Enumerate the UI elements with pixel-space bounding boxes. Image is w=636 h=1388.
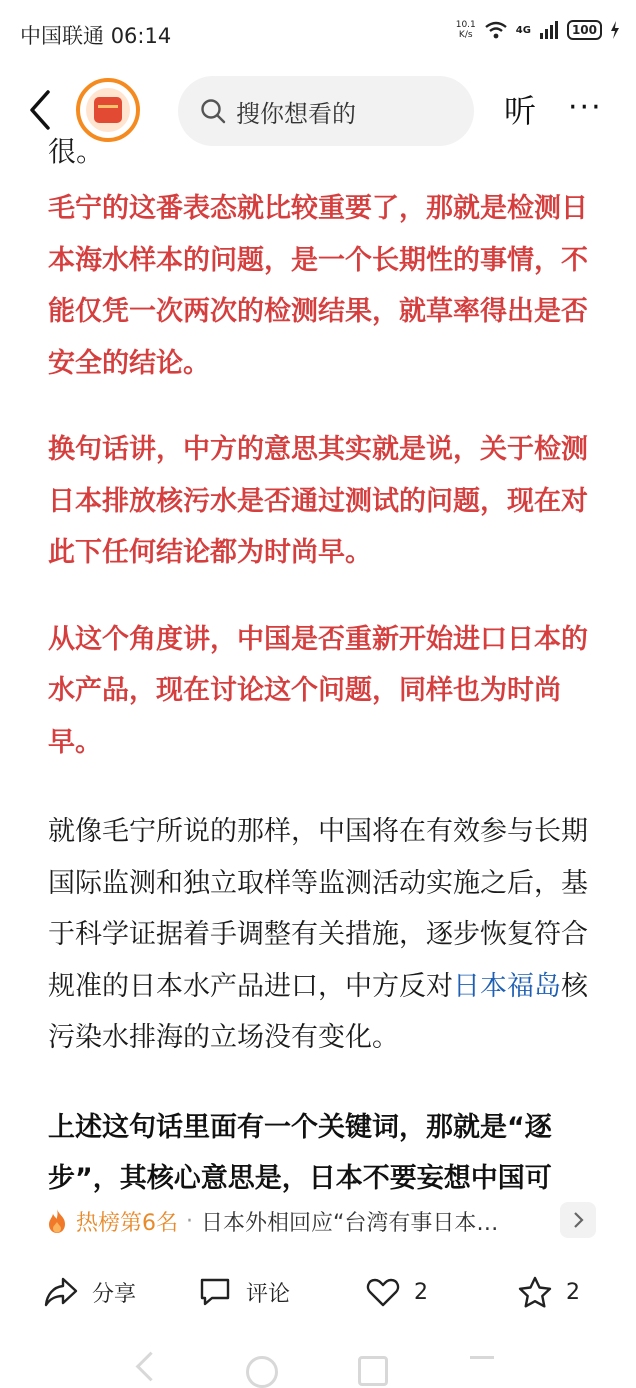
like-count: 2: [414, 1279, 428, 1305]
chevron-right-icon[interactable]: [560, 1202, 596, 1238]
nav-recents-icon[interactable]: [358, 1356, 388, 1386]
net-speed: [456, 20, 476, 40]
bottom-action-bar: [0, 1258, 636, 1338]
hot-topic-title[interactable]: 日本外相回应“台湾有事日本…: [201, 1210, 499, 1236]
body-text-start: 就像毛宁所说的那样，中国将在有效参与长期国际监测和独立取样等监测活动实施之后，基于科学证据着手调整有关措施，逐步恢复符合规准的日本水产品进口，中方反对: [48, 816, 588, 1002]
hot-ranking-bar[interactable]: [44, 1196, 596, 1246]
heart-icon: [366, 1276, 400, 1308]
more-options-button[interactable]: ···: [568, 90, 603, 125]
search-placeholder: 搜你想看的: [236, 99, 356, 128]
wifi-icon: [484, 21, 508, 39]
net-speed-value: 10.1: [455, 20, 476, 30]
body-paragraph: [48, 806, 593, 1064]
cut-off-line: [48, 126, 593, 168]
emphasis-paragraph-3: 从这个角度讲，中国是否重新开始进口日本的水产品，现在讨论这个问题，同样也为时尚早。: [48, 623, 588, 758]
share-icon: [44, 1276, 78, 1308]
charging-icon: [610, 21, 620, 39]
share-button[interactable]: [44, 1276, 136, 1308]
separator-dot: ·: [186, 1208, 193, 1234]
favorite-button[interactable]: [518, 1276, 580, 1308]
signal-icon: [539, 21, 559, 39]
system-nav-bar: [0, 1348, 636, 1374]
favorite-count: 2: [566, 1279, 580, 1305]
comment-button[interactable]: [198, 1276, 290, 1308]
red-envelope-icon: [94, 97, 122, 123]
nav-menu-icon[interactable]: [470, 1356, 494, 1359]
network-type: 4G: [515, 24, 531, 36]
fukushima-link[interactable]: 日本福岛: [453, 970, 561, 1002]
battery-indicator: 100: [567, 20, 602, 40]
star-icon: [518, 1276, 552, 1308]
status-icons: [456, 20, 620, 40]
share-label: 分享: [92, 1281, 137, 1307]
clock: 06:14: [110, 24, 172, 48]
search-icon: [200, 98, 226, 124]
listen-button[interactable]: 听: [504, 92, 537, 130]
fire-icon: [44, 1208, 70, 1234]
comment-icon: [198, 1276, 232, 1308]
comment-label: 评论: [246, 1281, 291, 1307]
body-text-end: 核污染水排海的立场没有变化。: [48, 970, 588, 1053]
like-button[interactable]: [366, 1276, 428, 1308]
nav-home-icon[interactable]: [246, 1356, 278, 1388]
nav-back-icon[interactable]: [136, 1352, 166, 1382]
net-speed-unit: K/s: [458, 30, 473, 40]
bold-paragraph: 上述这句话里面有一个关键词，那就是“逐步”，其核心意思是，日本不要妄想中国可: [48, 1111, 552, 1194]
cut-off-text: 很。: [48, 135, 105, 168]
status-bar: [0, 0, 636, 66]
hot-rank-label: 热榜第6名: [76, 1210, 178, 1236]
carrier-time: [20, 20, 171, 50]
emphasis-paragraph-2: 换句话讲，中方的意思其实就是说，关于检测日本排放核污水是否通过测试的问题，现在对此下任何结论都为时尚早。: [48, 434, 588, 568]
emphasis-paragraph-1: 毛宁的这番表态就比较重要了，那就是检测日本海水样本的问题，是一个长期性的事情，不能仅凭一次两次的检测结果，就草率得出是否安全的结论。: [48, 193, 588, 379]
carrier-name: 中国联通: [20, 24, 104, 48]
article-body: [48, 135, 593, 1196]
